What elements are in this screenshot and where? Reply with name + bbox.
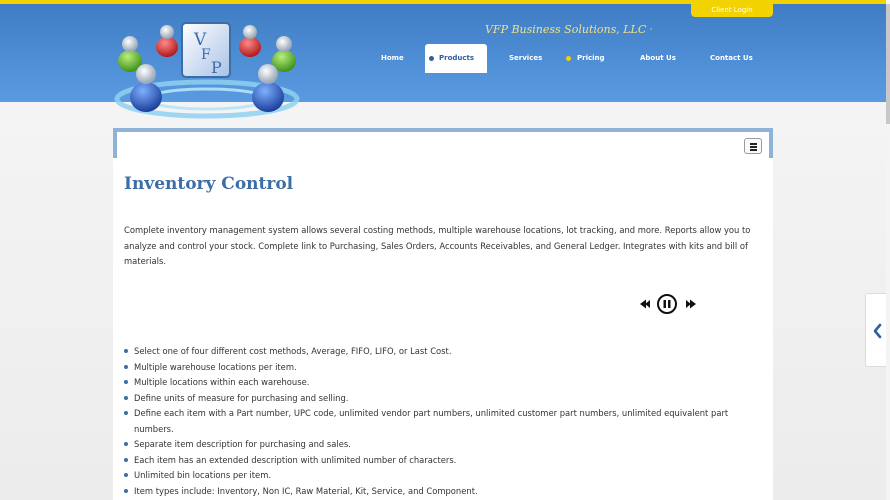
vfp-logo[interactable]	[112, 17, 302, 119]
list-item: Multiple warehouse locations per item.	[124, 360, 764, 376]
scrollbar-thumb[interactable]	[886, 4, 890, 124]
list-item: Separate item description for purchasing and sales.	[124, 437, 764, 453]
intro-paragraph: Complete inventory management system allows several costing methods, multiple warehouse locations, lot tracking, and more. Reports allow you to analyze and control your stock. Complete link to Purchasing, Sales Orders, Accounts Receivables, and General Ledger. Integrates with kits and bill of materials.	[124, 225, 751, 266]
feature-list	[124, 344, 764, 499]
logo-letter-f: F	[201, 47, 211, 63]
main-nav	[368, 44, 768, 73]
hamburger-menu-icon	[750, 143, 757, 145]
list-item: Multiple locations within each warehouse.	[124, 375, 764, 391]
list-item: Define units of measure for purchasing and selling.	[124, 391, 764, 407]
slider-controls	[638, 293, 698, 315]
list-item: Each item has an extended description with unlimited number of characters.	[124, 453, 764, 469]
nav-about-us[interactable]: About Us	[640, 54, 676, 62]
list-item: Item types include: Inventory, Non IC, Raw Material, Kit, Service, and Component.	[124, 484, 764, 500]
logo-letter-v: V	[194, 30, 207, 50]
brand-separator: ›	[650, 26, 653, 33]
previous-arrow-icon[interactable]	[640, 300, 650, 309]
side-panel-toggle[interactable]	[865, 293, 886, 367]
nav-services[interactable]: Services	[509, 54, 543, 62]
active-dot-icon	[429, 56, 434, 61]
nav-contact-us[interactable]: Contact Us	[710, 54, 753, 62]
pause-icon[interactable]	[658, 295, 676, 313]
nav-home[interactable]: Home	[381, 54, 404, 62]
list-item: Unlimited bin locations per item.	[124, 468, 764, 484]
pricing-dot-icon	[566, 56, 571, 61]
list-item: Define each item with a Part number, UPC code, unlimited vendor part numbers, unlimited customer part numbers, unlimited equivalent part numbers.	[124, 406, 764, 437]
nav-products[interactable]	[425, 44, 487, 73]
hamburger-line	[750, 146, 757, 148]
brand-name: VFP Business Solutions, LLC	[485, 23, 647, 36]
client-login-button[interactable]: Client Login	[691, 4, 773, 17]
nav-pricing[interactable]	[566, 44, 605, 73]
nav-products-label: Products	[439, 54, 475, 62]
hamburger-menu-button[interactable]	[744, 138, 762, 154]
page-title: Inventory Control	[124, 174, 294, 194]
hamburger-line	[750, 149, 757, 151]
next-arrow-icon[interactable]	[686, 300, 696, 309]
nav-pricing-label: Pricing	[577, 54, 605, 62]
chevron-left-icon	[866, 294, 887, 368]
logo-letter-p: P	[211, 58, 222, 77]
list-item: Select one of four different cost methods, Average, FIFO, LIFO, or Last Cost.	[124, 344, 764, 360]
